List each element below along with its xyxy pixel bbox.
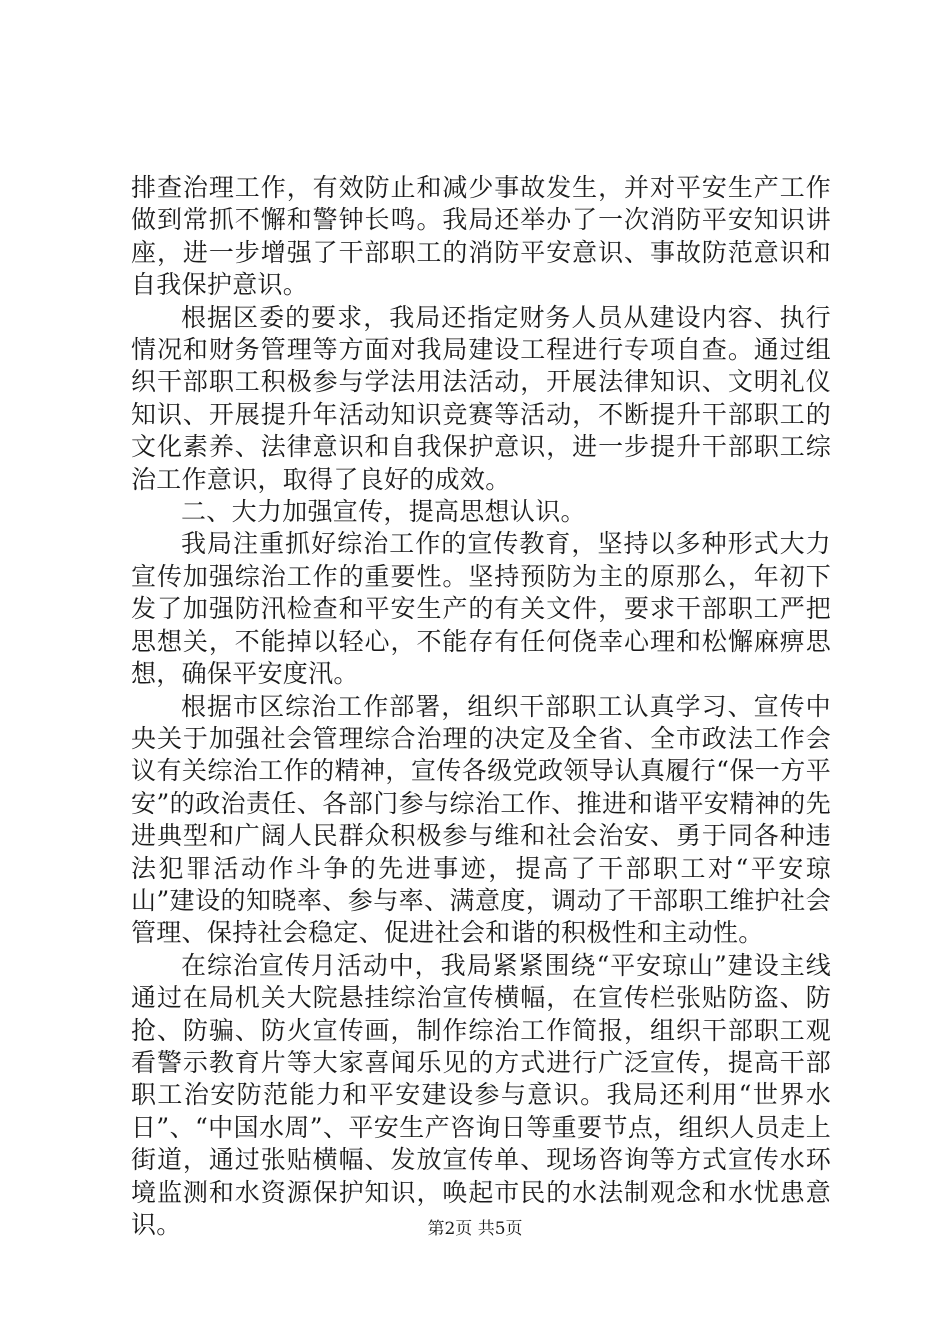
paragraph-5: 在综治宣传月活动中，我局紧紧围绕“平安琼山”建设主线通过在局机关大院悬挂综治宣传横幅，在宣传栏张贴防盗、防抢、防骗、防火宣传画，制作综治工作简报，组织干部职工观看警示教育片等大家喜闻乐见的方式进行广泛宣传，提高干部职工治安防范能力和平安建设参与意识。我局还利用“世界水日”、“中国水周”、平安生产咨询日等重要节点，组织人员走上街道，通过张贴横幅、发放宣传单、现场咨询等方式宣传水环境监测和水资源保护知识，唤起市民的水法制观念和水忧患意识。 bbox=[131, 950, 831, 1239]
paragraph-2: 根据区委的要求，我局还指定财务人员从建设内容、执行情况和财务管理等方面对我局建设工程进行专项自查。通过组织干部职工积极参与学法用法活动，开展法律知识、文明礼仪知识、开展提升年活动知识竞赛等活动，不断提升干部职工的文化素养、法律意识和自我保护意识，进一步提升干部职工综治工作意识，取得了良好的成效。 bbox=[131, 302, 831, 494]
paragraph-4: 根据市区综治工作部署，组织干部职工认真学习、宣传中央关于加强社会管理综合治理的决定及全省、全市政法工作会议有关综治工作的精神，宣传各级党政领导认真履行“保一方平安”的政治责任、各部门参与综治工作、推进和谐平安精神的先进典型和广阔人民群众积极参与维和社会治安、勇于同各种违法犯罪活动作斗争的先进事迹，提高了干部职工对“平安琼山”建设的知晓率、参与率、满意度，调动了干部职工维护社会管理、保持社会稳定、促进社会和谐的积极性和主动性。 bbox=[131, 691, 831, 948]
page-footer bbox=[0, 1214, 950, 1239]
section-heading: 二、大力加强宣传，提高思想认识。 bbox=[181, 497, 586, 527]
paragraph-3: 我局注重抓好综治工作的宣传教育，坚持以多种形式大力宣传加强综治工作的重要性。坚持预防为主的原那么，年初下发了加强防汛检查和平安生产的有关文件，要求干部职工严把思想关，不能掉以轻心，不能存有任何侥幸心理和松懈麻痹思想，确保平安度汛。 bbox=[131, 529, 831, 689]
page-indicator: 第2页 共5页 bbox=[427, 1219, 523, 1239]
document-body bbox=[131, 172, 831, 1241]
paragraph-1: 排查治理工作，有效防止和减少事故发生，并对平安生产工作做到常抓不懈和警钟长鸣。我局还举办了一次消防平安知识讲座，进一步增强了干部职工的消防平安意识、事故防范意识和自我保护意识。 bbox=[131, 173, 831, 300]
